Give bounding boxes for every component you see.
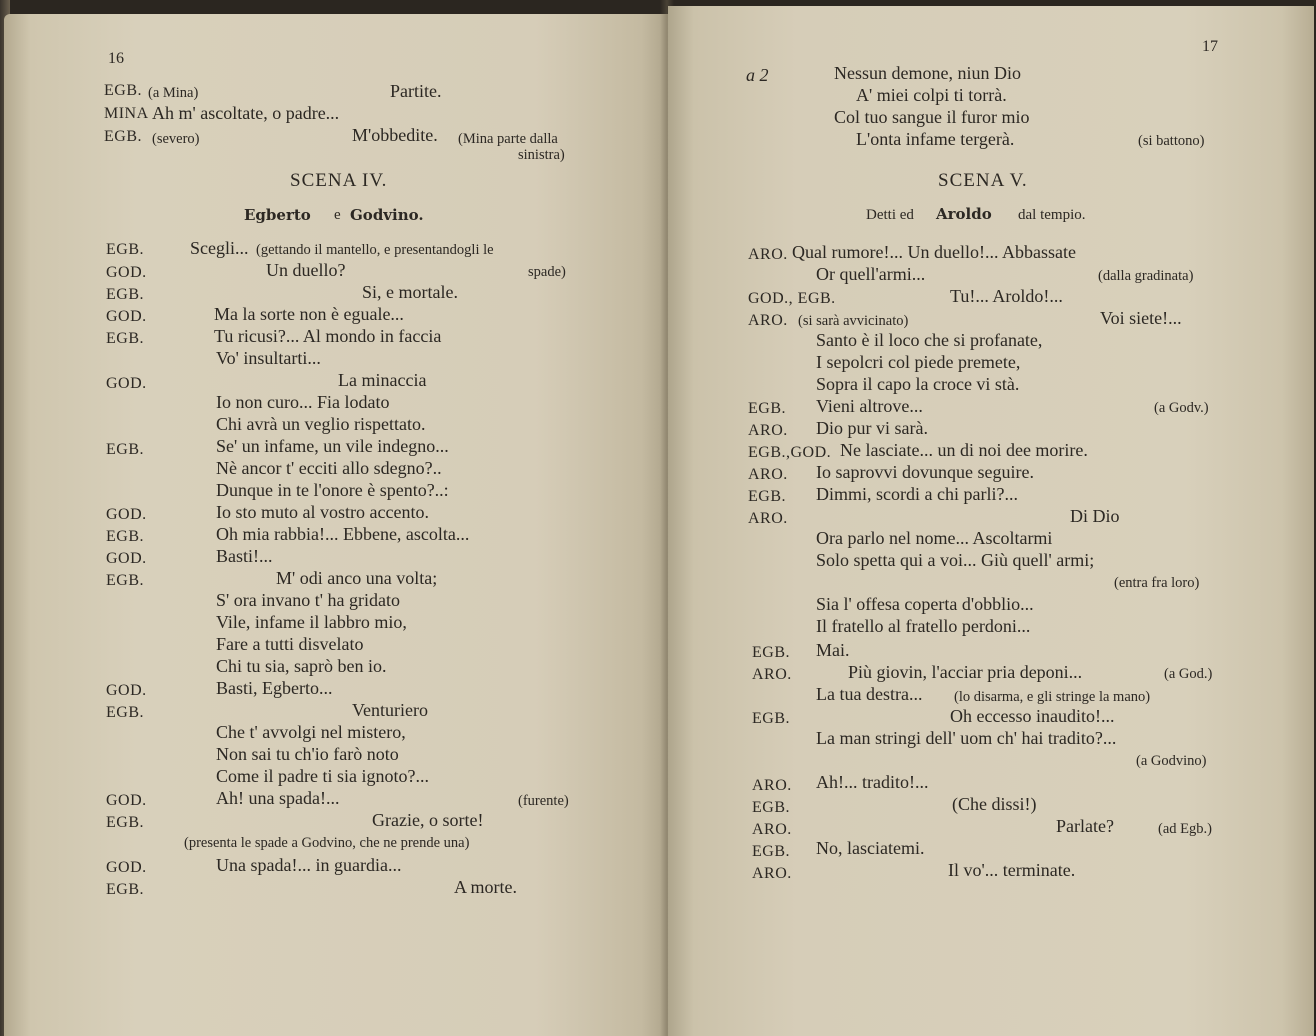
verse-line: Nessun demone, niun Dio [834, 63, 1021, 83]
stage-direction: spade) [528, 264, 566, 280]
verse-line: Partite. [390, 81, 442, 101]
verse-line: Tu!... Aroldo!... [950, 286, 1063, 306]
verse-line: Oh mia rabbia!... Ebbene, ascolta... [216, 524, 470, 544]
verse-line: Non sai tu ch'io farò noto [216, 744, 399, 764]
verse-line: Vieni altrove... [816, 396, 923, 416]
verse-line: Dunque in te l'onore è spento?..: [216, 480, 449, 500]
verse-line: Oh eccesso inaudito!... [950, 706, 1115, 726]
verse-line: Chi avrà un veglio rispettato. [216, 414, 426, 434]
verse-line: Si, e mortale. [362, 282, 458, 302]
verse-line: Ora parlo nel nome... Ascoltarmi [816, 528, 1053, 548]
speaker: EGB. [752, 644, 790, 661]
verse-line: Vo' insultarti... [216, 348, 321, 368]
verse-line: Fare a tutti disvelato [216, 634, 364, 654]
verse-line: Vile, infame il labbro mio, [216, 612, 407, 632]
speaker: ARO. [748, 422, 788, 439]
right-page [668, 6, 1314, 1036]
character-name: Egberto [244, 206, 311, 224]
verse-line: Il fratello al fratello perdoni... [816, 616, 1031, 636]
stage-direction: (lo disarma, e gli stringe la mano) [954, 689, 1151, 705]
stage-direction: (dalla gradinata) [1098, 268, 1194, 284]
verse-line: Parlate? [1056, 816, 1114, 836]
speaker: EGB. [106, 286, 144, 303]
stage-direction: (a Godv.) [1154, 400, 1209, 416]
character-name: Aroldo [936, 205, 992, 223]
verse-line: Dimmi, scordi a chi parli?... [816, 484, 1018, 504]
scene-heading: SCENA IV. [290, 170, 388, 191]
speaker: GOD., EGB. [748, 290, 836, 307]
verse-line: Solo spetta qui a voi... Giù quell' armi; [816, 550, 1095, 570]
scene-subtitle: e [334, 207, 341, 223]
speaker: ARO. [752, 865, 792, 882]
scene-subtitle: dal tempio. [1018, 207, 1086, 223]
speaker: ARO. [748, 510, 788, 527]
verse-line: Venturiero [352, 700, 428, 720]
verse-line: (Che dissi!) [952, 794, 1037, 814]
verse-line: Col tuo sangue il furor mio [834, 107, 1030, 127]
scene-heading: SCENA V. [938, 170, 1028, 191]
speaker: MINA [104, 105, 149, 122]
stage-direction: sinistra) [518, 147, 565, 163]
verse-line: Or quell'armi... [816, 264, 926, 284]
stage-direction: (gettando il mantello, e presentandogli le [256, 242, 494, 258]
scene-subtitle: Detti ed [866, 207, 914, 223]
verse-line: Sia l' offesa coperta d'obblio... [816, 594, 1034, 614]
stage-direction: (entra fra loro) [1114, 575, 1200, 591]
verse-line: Di Dio [1070, 506, 1120, 526]
verse-line: M'obbedite. [352, 125, 438, 145]
speaker: GOD. [106, 375, 147, 392]
speaker: ARO. [748, 246, 788, 263]
verse-line: Ah! una spada!... [216, 788, 340, 808]
stage-direction: (a God.) [1164, 666, 1213, 682]
speaker: EGB. [106, 528, 144, 545]
verse-line: La minaccia [338, 370, 427, 390]
verse-line: Scegli... [190, 238, 249, 258]
verse-line: Grazie, o sorte! [372, 810, 484, 830]
speaker: EGB. [104, 128, 142, 145]
left-page [4, 14, 668, 1036]
verse-line: Dio pur vi sarà. [816, 418, 928, 438]
speaker: EGB. [752, 710, 790, 727]
stage-direction: (ad Egb.) [1158, 821, 1212, 837]
speaker: EGB. [106, 814, 144, 831]
verse-line: Basti!... [216, 546, 273, 566]
verse-line: Più giovin, l'acciar pria deponi... [848, 662, 1083, 682]
verse-line: A' miei colpi ti torrà. [856, 85, 1007, 105]
speaker: EGB. [106, 704, 144, 721]
speaker: GOD. [106, 682, 147, 699]
stage-direction: (si battono) [1138, 133, 1205, 149]
verse-line: Io sto muto al vostro accento. [216, 502, 429, 522]
verse-line: Ma la sorte non è eguale... [214, 304, 404, 324]
speaker: EGB. [752, 843, 790, 860]
verse-line: Basti, Egberto... [216, 678, 333, 698]
verse-line: Una spada!... in guardia... [216, 855, 402, 875]
verse-line: Ah m' ascoltate, o padre... [152, 103, 340, 123]
verse-line: Un duello? [266, 260, 346, 280]
speaker: EGB. [752, 799, 790, 816]
speaker: GOD. [106, 859, 147, 876]
verse-line: L'onta infame tergerà. [856, 129, 1015, 149]
verse-line: Voi siete!... [1100, 308, 1182, 328]
verse-line: Chi tu sia, saprò ben io. [216, 656, 387, 676]
speaker: GOD. [106, 550, 147, 567]
verse-line: Come il padre ti sia ignoto?... [216, 766, 429, 786]
verse-line: No, lasciatemi. [816, 838, 925, 858]
verse-line: Sopra il capo la croce vi stà. [816, 374, 1020, 394]
stage-direction: (Mina parte dalla [458, 131, 558, 147]
speaker: EGB. [106, 241, 144, 258]
verse-line: A morte. [454, 877, 517, 897]
stage-direction: (si sarà avvicinato) [798, 313, 909, 329]
verse-line: Tu ricusi?... Al mondo in faccia [214, 326, 442, 346]
stage-direction: (a Godvino) [1136, 753, 1207, 769]
speaker: EGB. [104, 82, 142, 99]
speaker: GOD. [106, 308, 147, 325]
verse-line: Ne lasciate... un di noi dee morire. [840, 440, 1088, 460]
speaker: EGB. [106, 572, 144, 589]
speaker: GOD. [106, 264, 147, 281]
speaker: EGB. [106, 330, 144, 347]
verse-line: Io saprovvi dovunque seguire. [816, 462, 1034, 482]
speaker: EGB.,GOD. [748, 444, 832, 461]
verse-line: Se' un infame, un vile indegno... [216, 436, 449, 456]
verse-line: Il vo'... terminate. [948, 860, 1076, 880]
verse-line: Santo è il loco che si profanate, [816, 330, 1043, 350]
speaker: GOD. [106, 506, 147, 523]
verse-line: M' odi anco una volta; [276, 568, 438, 588]
verse-line: Nè ancor t' ecciti allo sdegno?.. [216, 458, 442, 478]
character-name: Godvino. [350, 206, 424, 224]
speaker: EGB. [748, 400, 786, 417]
speaker: ARO. [752, 821, 792, 838]
verse-line: I sepolcri col piede premete, [816, 352, 1021, 372]
speaker: ARO. [752, 666, 792, 683]
speaker: GOD. [106, 792, 147, 809]
speaker: EGB. [106, 441, 144, 458]
verse-line: Ah!... tradito!... [816, 772, 929, 792]
verse-line: La tua destra... [816, 684, 923, 704]
speaker: ARO. [748, 312, 788, 329]
stage-direction: (furente) [518, 793, 569, 809]
page-number: 17 [1202, 38, 1218, 55]
speaker: ARO. [748, 466, 788, 483]
speaker: EGB. [106, 881, 144, 898]
page-number: 16 [108, 50, 124, 67]
speaker: ARO. [752, 777, 792, 794]
verse-line: Che t' avvolgi nel mistero, [216, 722, 406, 742]
stage-direction: (presenta le spade a Godvino, che ne prende una) [184, 835, 470, 851]
verse-line: S' ora invano t' ha gridato [216, 590, 400, 610]
verse-line: Io non curo... Fia lodato [216, 392, 390, 412]
stage-direction: (a Mina) [148, 85, 199, 101]
speaker: EGB. [748, 488, 786, 505]
speaker: a 2 [746, 65, 769, 85]
verse-line: Qual rumore!... Un duello!... Abbassate [792, 242, 1076, 262]
verse-line: Mai. [816, 640, 850, 660]
stage-direction: (severo) [152, 131, 200, 147]
verse-line: La man stringi dell' uom ch' hai tradito?... [816, 728, 1117, 748]
